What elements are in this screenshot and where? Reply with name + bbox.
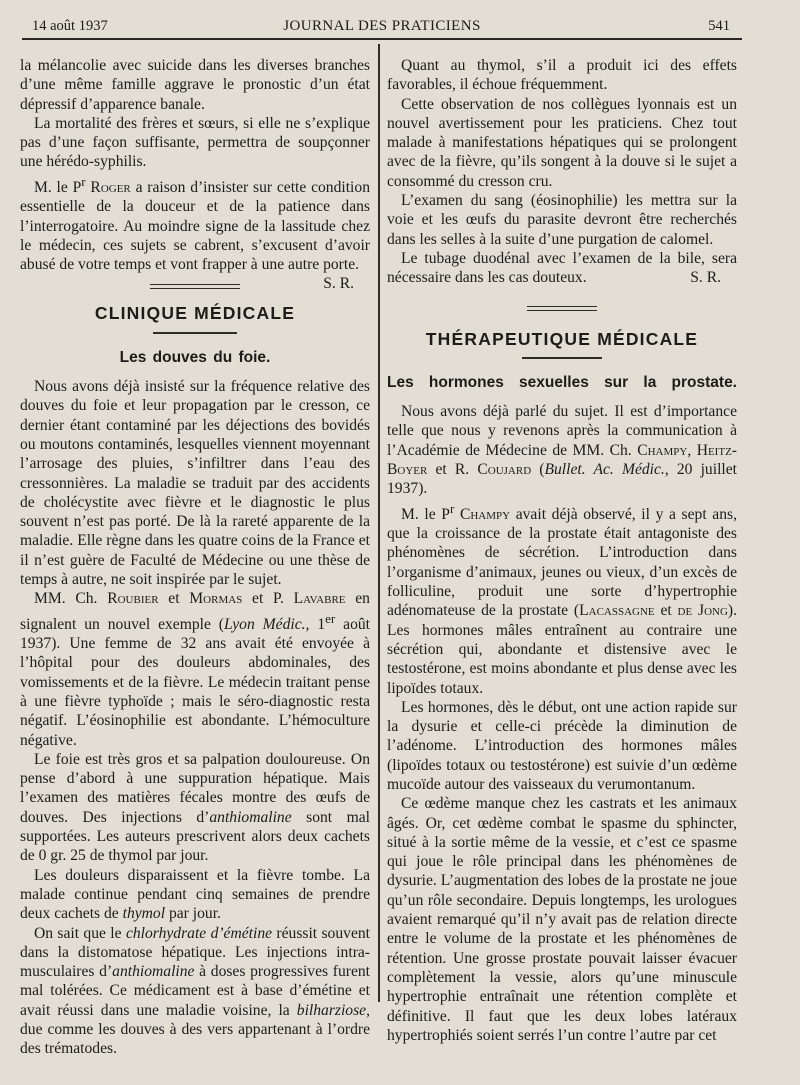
- journal-title: JOURNAL DES PRATICIENS: [283, 18, 481, 34]
- journal-reference: Bullet. Ac. Médic.: [544, 461, 665, 479]
- article-title: Les douves du foie.: [119, 348, 271, 366]
- section-title: THÉRAPEUTIQUE MÉDICALE: [425, 328, 699, 349]
- paragraph: Nous avons déjà parlé du sujet. Il est d’importance telle que nous y revenons après la communication à l’Académie de Médecine de MM. Ch. Champy, Heitz-Boyer et R. Coujard (Bullet. Ac. Médic., 20 juillet 1937).: [387, 403, 737, 498]
- paragraph: On sait que le chlorhydrate d’émétine réussit souvent dans la distomatose hépatique. Les injections intra-musculaires d’anthiomaline à doses progressives furent mal tolérées. Ce médicament est à base d’émétine et avait réussi dans une maladie voisine, la bilharziose, due comme les douves à des vers appartenant à l’ordre des trématodes.: [20, 924, 370, 1058]
- paragraph: La mortalité des frères et sœurs, si elle ne s’explique pas d’une façon suffisante, permettra de soupçonner une hérédo-syphilis.: [20, 114, 370, 171]
- separator-rule: [527, 306, 597, 314]
- paragraph: Les hormones, dès le début, ont une action rapide sur la dysurie et celle-ci précède la diminution de l’adénome. L’introduction des hormones mâles (lipoïdes totaux ou testostérone) est suivie d’un œdème mucoïde autour des vaisseaux du verumontanum.: [387, 698, 737, 793]
- paragraph: Nous avons déjà insisté sur la fréquence relative des douves du foie et leur propagation par le cresson, ce dernier étant contaminé par les déjections des bovidés ou moutons contaminés, lesquelles viennent moyennant l’arrosage des pluies, s’infiltrer dans l’eau des cressonnières. La maladie se traduit par des accidents de cholécystite avec fièvre et le diagnostic le plus souvent n’est pas porté. De là la rareté apparente de la maladie. Elle règne dans les quatre coins de la France et il n’est guère de Faculté de Médecine ou une thèse de temps à autre, ne soit inspirée par le sujet.: [20, 378, 370, 589]
- paragraph: Les douleurs disparaissent et la fièvre tombe. La malade continue pendant cinq semaines de prendre deux cachets de thymol par jour.: [20, 866, 370, 923]
- paragraph: Le foie est très gros et sa palpation douloureuse. On pense d’abord à une suppuration hépatique. Mais l’examen des matières fécales montre des œufs de douves. Des injections d’anthiomaline sont mal supportées. Les auteurs prescrivent alors deux cachets de 0 gr. 25 de thymol par jour.: [20, 750, 370, 865]
- author-name: Roger: [90, 178, 131, 196]
- paragraph: MM. Ch. Roubier et Mormas et P. Lavabre en signalent un nouvel exemple (Lyon Médic., 1er août 1937). Une femme de 32 ans avait été envoyée à l’hôpital pour des douleurs abdominales, des vomissements et de la fièvre. Le médecin traitant pense à une fièvre typhoïde ; mais le séro-diagnostic resta négatif. L’éosinophilie est abondante. L’hémoculture négative.: [20, 590, 370, 749]
- paragraph: L’examen du sang (éosinophilie) les mettra sur la voie et les œufs du parasite devront être recherchés dans les selles à la suite d’une purgation de calomel.: [387, 192, 737, 248]
- section-title: CLINIQUE MÉDICALE: [94, 303, 296, 324]
- paragraph: la mélancolie avec suicide dans les diverses branches d’une même famille aggrave le pronostic d’un état dépressif d’apparence banale.: [20, 57, 370, 113]
- journal-reference: Lyon Médic.: [224, 615, 306, 633]
- paragraph: Le tubage duodénal avec l’examen de la bile, sera nécessaire dans les cas douteux. S. R.: [387, 249, 737, 287]
- header-date: 14 août 1937: [32, 18, 108, 34]
- column-divider: [378, 44, 380, 1002]
- right-column: [387, 56, 737, 1045]
- author-name: Roubier: [107, 590, 159, 608]
- paragraph: Ce œdème manque chez les castrats et les animaux âgés. Or, cet œdème combat le spasme du sphincter, situé à la sortie même de la vessie, et c’est ce spasme qui joue le rôle principal dans les phénomènes de dysurie. L’augmentation des lobes de la prostate ne joue qu’un rôle secondaire. Depuis longtemps, les urologues avaient remarqué qu’il n’y avait pas de relation directe entre le volume de la prostate et les phénomènes de rétention. Une grosse prostate pouvait laisser évacuer complètement la vessie, alors qu’une minuscule hypertrophie entraînait une rétention complète et définitive. Il faut que les deux lobes latéraux hypertrophiés soient serrés l’un contre l’autre par cet: [387, 795, 737, 1044]
- paragraph: M. le $P^r$ Champy avait déjà observé, il y a sept ans, que la croissance de la prostate était antagoniste des phénomènes de sécrétion. L’introduction dans l’organisme d’animaux, jeunes ou vieux, d’un excès de folliculine, produit une sorte d’hypertrophie adénomateuse de la prostate (Lacassagne et de Jong). Les hormones mâles entraînent au contraire une sécrétion qui, abondante et distensive avec le testostérone, est moins abondante et plus dense avec les lipoïdes totaux.: [387, 500, 737, 697]
- author-name: Mormas: [189, 590, 243, 608]
- signature: S. R.: [690, 269, 721, 287]
- left-column: [20, 56, 370, 1059]
- author-name: Lavabre: [293, 590, 346, 608]
- title-underline: [522, 357, 602, 359]
- title-underline: [153, 332, 237, 334]
- running-header: [22, 14, 742, 40]
- paragraph: M. le $P^r$ Roger a raison d’insister sur cette condition essentielle de la douceur et de la patience dans l’interrogatoire. Au moindre signe de la lassitude chez le médecin, ces sujets se cabrent, s’excusent d’avoir abusé de votre temps et vont frapper à une autre porte. S. R.: [20, 173, 370, 293]
- separator-rule: [150, 284, 240, 292]
- signature: S. R.: [323, 275, 354, 293]
- paragraph: Quant au thymol, s’il a produit ici des effets favorables, il échoue fréquemment.: [387, 57, 737, 94]
- article-title: Les hormones sexuelles sur la prostate.: [387, 373, 737, 391]
- page-number: 541: [708, 18, 730, 34]
- paragraph: Cette observation de nos collègues lyonnais est un nouvel avertissement pour les praticiens. Chez tout malade à manifestations hépatiques qui se prolongent avec de la fièvre, qu’ils songent à la douve si le sujet a consommé du cresson cru.: [387, 95, 737, 190]
